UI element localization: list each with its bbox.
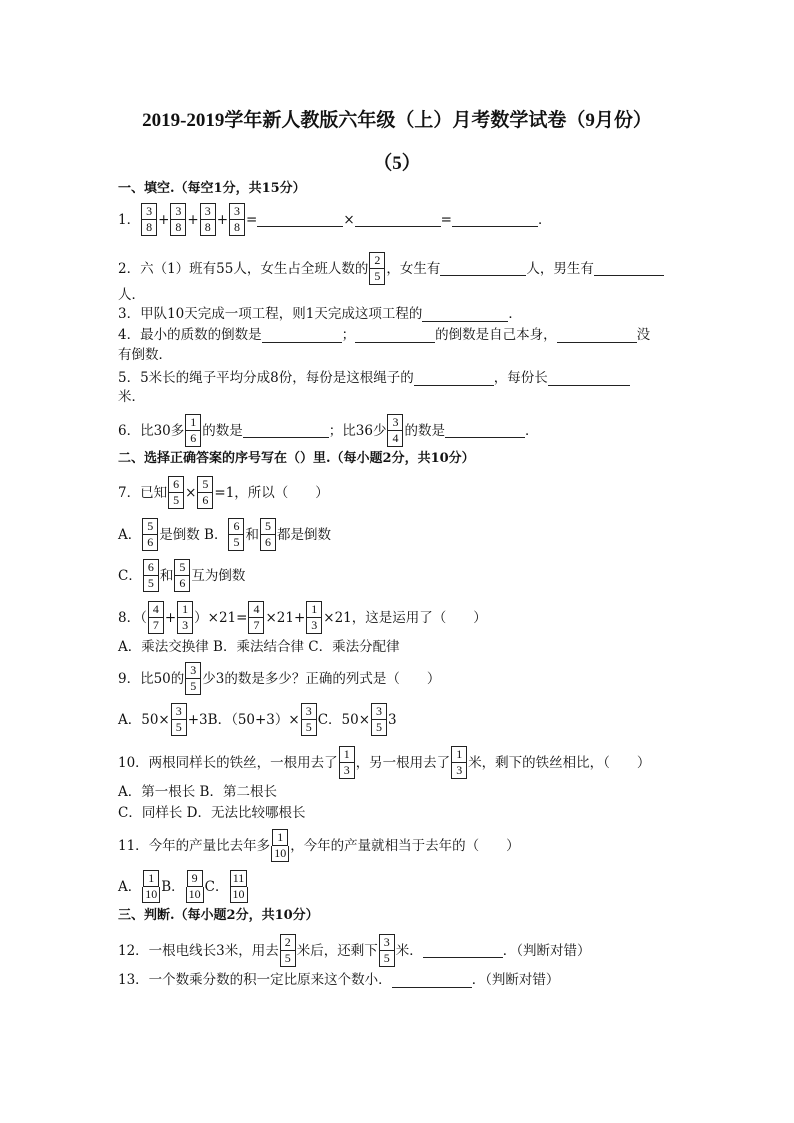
exam-subtitle: （5） [373,153,421,174]
question-2: 2．六（1）班有55人，女生占全班人数的 $\frac{2}{5}$ ，女生有 人，男生有 [118,252,676,285]
question-9: 9．比50的 $\frac{3}{5}$ 少3的数是多少？正确的列式是（ ） [118,663,441,693]
answer-blank[interactable] [414,371,494,386]
fraction: $\frac{9}{10}$ [186,870,204,903]
fraction: $\frac{3}{4}$ [387,414,403,447]
fraction: $\frac{3}{8}$ [200,203,216,236]
fraction: $\frac{1}{3}$ [451,746,467,779]
fraction: $\frac{5}{6}$ [174,559,190,592]
fraction: $\frac{4}{7}$ [248,601,264,634]
fraction: $\frac{5}{6}$ [197,476,213,509]
question-11-options: A． $\frac{1}{10}$ B． $\frac{9}{10}$ C． $\frac{11}{10}$ [118,870,676,903]
question-4: 4．最小的质数的倒数是 ； 的倒数是自己本身， 没 [118,327,651,343]
answer-blank[interactable] [452,212,538,227]
answer-blank[interactable] [548,371,630,386]
answer-blank[interactable] [257,212,343,227]
fraction: $\frac{3}{5}$ [371,703,387,736]
answer-blank[interactable] [355,212,441,227]
fraction: $\frac{1}{10}$ [271,829,289,862]
fraction: $\frac{6}{5}$ [168,476,184,509]
fraction: $\frac{4}{7}$ [148,601,164,634]
section-3-heading: 三、判断.（每小题2分，共10分） [118,908,319,923]
exam-title: 2019-2019学年新人教版六年级（上）月考数学试卷（9月份） [142,110,652,131]
fraction: $\frac{5}{6}$ [260,518,276,551]
answer-blank[interactable] [392,973,472,988]
question-7-option-c: C． $\frac{6}{5}$ 和 $\frac{5}{6}$ 互为倒数 [118,560,246,590]
answer-blank[interactable] [445,423,525,438]
answer-blank[interactable] [262,328,342,343]
question-10-options-ab: A．第一根长 B．第二根长 [118,784,277,800]
fraction: $\frac{3}{8}$ [141,203,157,236]
fraction: $\frac{6}{5}$ [143,559,159,592]
fraction: $\frac{3}{8}$ [170,203,186,236]
fraction: $\frac{3}{5}$ [379,934,395,967]
question-3: 3．甲队10天完成一项工程，则1天完成这项工程的 ． [118,306,522,322]
question-5-cont: 米． [118,389,145,405]
answer-blank[interactable] [422,307,508,322]
fraction: $\frac{5}{6}$ [142,518,158,551]
answer-blank[interactable] [355,328,435,343]
question-2-cont: 人． [118,287,145,303]
fraction: $\frac{1}{3}$ [306,601,322,634]
fraction: $\frac{2}{5}$ [369,252,385,285]
fraction: $\frac{3}{5}$ [185,662,201,695]
question-1: 1． $\frac{3}{8}$ + $\frac{3}{8}$ + $\frac{3}{8}$ + $\frac{3}{8}$ = × = ． [118,204,552,234]
fraction: $\frac{1}{3}$ [177,601,193,634]
question-10: 10．两根同样长的铁丝，一根用去了 $\frac{1}{3}$ ，另一根用去了 $\frac{1}{3}$ 米，剩下的铁丝相比，（ ） [118,747,651,777]
section-1-heading: 一、填空.（每空1分，共15分） [118,181,306,196]
answer-blank[interactable] [423,943,503,958]
question-4-cont: 有倒数． [118,347,172,363]
fraction: $\frac{1}{10}$ [142,870,160,903]
question-11: 11．今年的产量比去年多 $\frac{1}{10}$ ，今年的产量就相当于去年的（ ） [118,830,520,860]
fraction: $\frac{3}{5}$ [171,703,187,736]
question-6: 6．比30多 $\frac{1}{6}$ 的数是 ；比36少 $\frac{3}{4}$ 的数是 ． [118,415,539,445]
question-7-option-ab: A． $\frac{5}{6}$ 是倒数 B． $\frac{6}{5}$ 和 $\frac{5}{6}$ 都是倒数 [118,519,331,549]
question-13: 13．一个数乘分数的积一定比原来这个数小． ．（判断对错） [118,972,560,988]
answer-blank[interactable] [440,261,526,276]
question-9-options: A．50× $\frac{3}{5}$ +3B．（50+3）× $\frac{3}{5}$ C．50× $\frac{3}{5}$ 3 [118,704,397,734]
question-10-options-cd: C．同样长 D．无法比较哪根长 [118,805,306,821]
fraction: $\frac{11}{10}$ [230,870,248,903]
question-8-options: A．乘法交换律 B．乘法结合律 C．乘法分配律 [118,639,400,655]
question-12: 12．一根电线长3米，用去 $\frac{2}{5}$ 米后，还剩下 $\frac{3}{5}$ 米． ．（判断对错） [118,935,591,965]
question-7: 7．已知 $\frac{6}{5}$ × $\frac{5}{6}$ =1，所以（ ） [118,477,329,507]
fraction: $\frac{6}{5}$ [228,518,244,551]
question-5: 5．5米长的绳子平均分成8份，每份是这根绳子的 ，每份长 [118,369,676,387]
fraction: $\frac{1}{6}$ [185,414,201,447]
question-8: 8．（ $\frac{4}{7}$ + $\frac{1}{3}$ ）×21= $\frac{4}{7}$ ×21+ $\frac{1}{3}$ ×21，这是运用了（ ） [118,602,487,632]
answer-blank[interactable] [243,423,329,438]
fraction: $\frac{3}{8}$ [229,203,245,236]
section-2-heading: 二、选择正确答案的序号写在（）里.（每小题2分，共10分） [118,451,475,466]
fraction: $\frac{2}{5}$ [280,934,296,967]
answer-blank[interactable] [557,328,637,343]
fraction: $\frac{1}{3}$ [339,746,355,779]
fraction: $\frac{3}{5}$ [301,703,317,736]
answer-blank[interactable] [594,261,664,276]
